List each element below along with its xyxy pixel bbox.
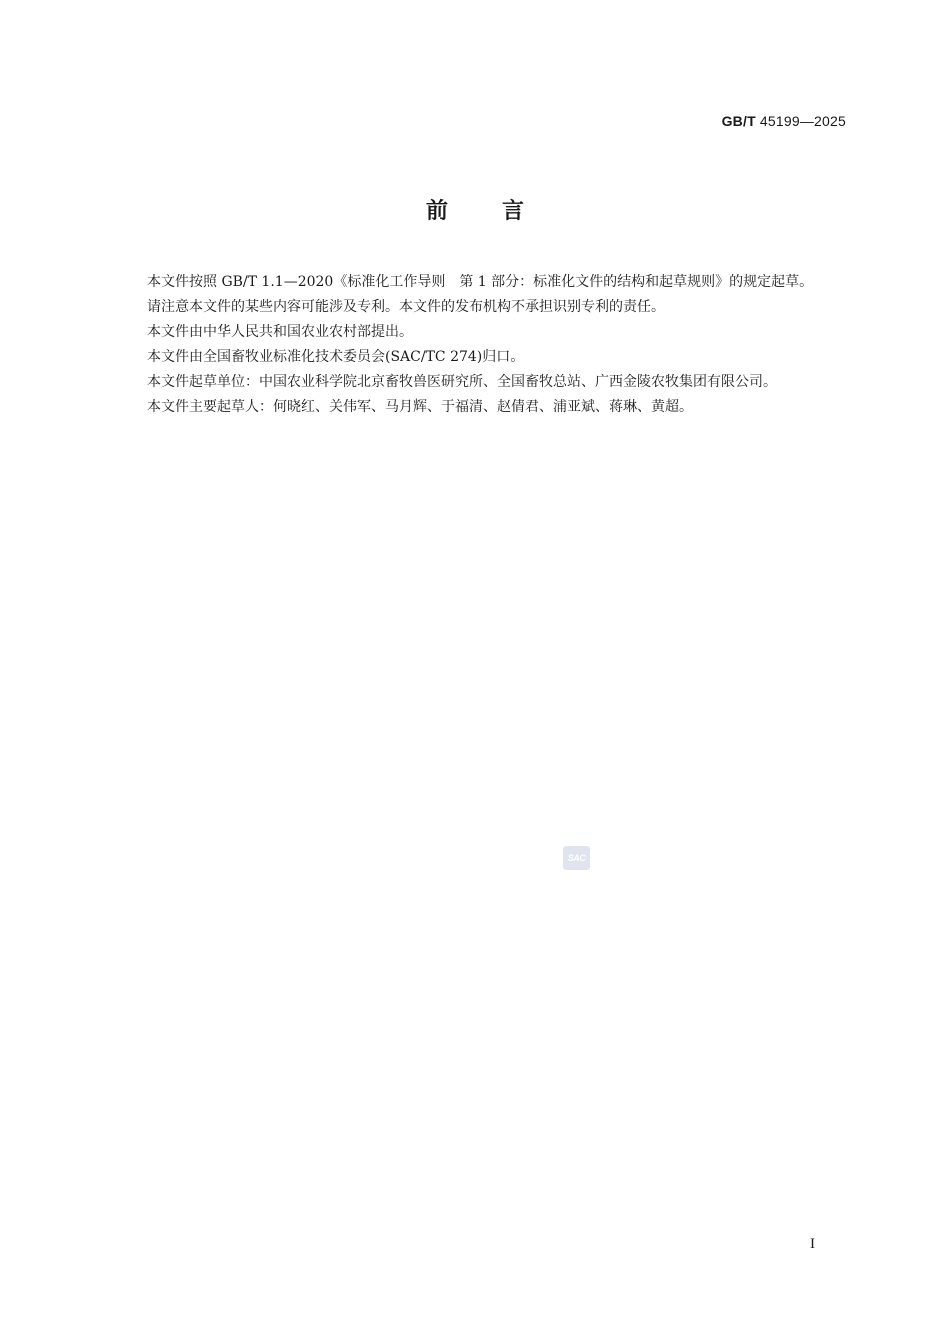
sac-watermark-logo: SAC [563,846,590,870]
paragraph-drafting-units: 本文件起草单位：中国农业科学院北京畜牧兽医研究所、全国畜牧总站、广西金陵农牧集团有限公司。 [147,374,777,390]
standard-code: 45199—2025 [759,113,846,129]
foreword-body [113,270,847,420]
standard-prefix: GB/T [721,113,756,129]
title-char-2: 言 [502,199,525,224]
paragraph-patent-notice: 请注意本文件的某些内容可能涉及专利。本文件的发布机构不承担识别专利的责任。 [147,299,665,315]
paragraph-proposed-by: 本文件由中华人民共和国农业农村部提出。 [147,324,413,340]
paragraph-drafting-rules: 本文件按照 GB/T 1.1—2020《标准化工作导则 第 1 部分：标准化文件的结构和起草规则》的规定起草。 [147,274,814,290]
page-title [0,194,950,225]
title-char-1: 前 [425,199,448,224]
paragraph-drafters: 本文件主要起草人：何晓红、关伟军、马月辉、于福清、赵倩君、浦亚斌、蒋琳、黄超。 [147,399,693,415]
page-number: I [810,1236,815,1252]
paragraph-centralized-by: 本文件由全国畜牧业标准化技术委员会(SAC/TC 274)归口。 [147,349,525,365]
standard-number [722,113,846,129]
